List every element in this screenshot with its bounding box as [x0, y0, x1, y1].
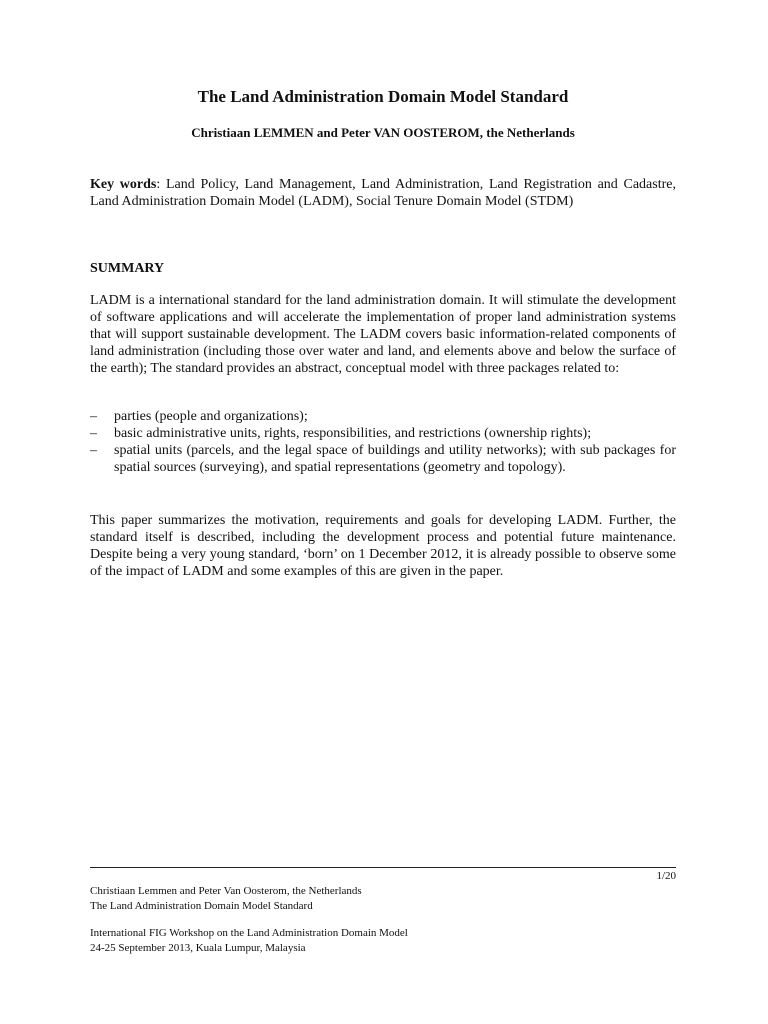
list-item [90, 408, 676, 425]
list-item-text: basic administrative units, rights, responsibilities, and restrictions (ownership rights); [114, 426, 592, 441]
list-item [90, 442, 676, 476]
keywords-text: : Land Policy, Land Management, Land Administration, Land Registration and Cadastre, Land Administration Domain Model (LADM), Social Tenure Domain Model (STDM) [90, 177, 676, 209]
bullet-dash: – [90, 443, 97, 458]
list-item-text: spatial units (parcels, and the legal space of buildings and utility networks); with sub packages for spatial sources (surveying), and spatial representations (geometry and topology). [114, 443, 676, 475]
list-item-text: parties (people and organizations); [114, 409, 308, 424]
bullet-dash: – [90, 426, 97, 441]
keywords-paragraph [90, 176, 676, 210]
document-title: The Land Administration Domain Model Standard [197, 87, 569, 106]
footer-divider [90, 867, 676, 868]
document-authors: Christiaan LEMMEN and Peter VAN OOSTEROM, the Netherlands [191, 125, 575, 140]
footer-event-block [90, 926, 676, 956]
summary-heading: SUMMARY [90, 261, 165, 276]
keywords-label: Key words [90, 177, 157, 192]
footer-event-line: International FIG Workshop on the Land Administration Domain Model [90, 927, 408, 939]
footer-authors-line: Christiaan Lemmen and Peter Van Oosterom, the Netherlands [90, 885, 362, 897]
summary-paragraph: LADM is a international standard for the land administration domain. It will stimulate the development of software applications and will accelerate the implementation of proper land administration systems that will support sustainable development. The LADM covers basic information-related components of land administration (including those over water and land, and elements above and below the surface of the earth); The standard provides an abstract, conceptual model with three packages related to: [90, 293, 676, 376]
motivation-paragraph: This paper summarizes the motivation, requirements and goals for developing LADM. Further, the standard itself is described, including the development process and potential future maintenance. Despite being a very young standard, ‘born’ on 1 December 2012, it is already possible to observe some of the impact of LADM and some examples of this are given in the paper. [90, 513, 676, 579]
package-list [90, 408, 676, 476]
footer-date-line: 24-25 September 2013, Kuala Lumpur, Malaysia [90, 942, 306, 954]
footer-author-block [90, 884, 676, 914]
footer-title-line: The Land Administration Domain Model Standard [90, 900, 313, 912]
bullet-dash: – [90, 409, 97, 424]
list-item [90, 425, 676, 442]
page-number: 1/20 [656, 870, 676, 882]
